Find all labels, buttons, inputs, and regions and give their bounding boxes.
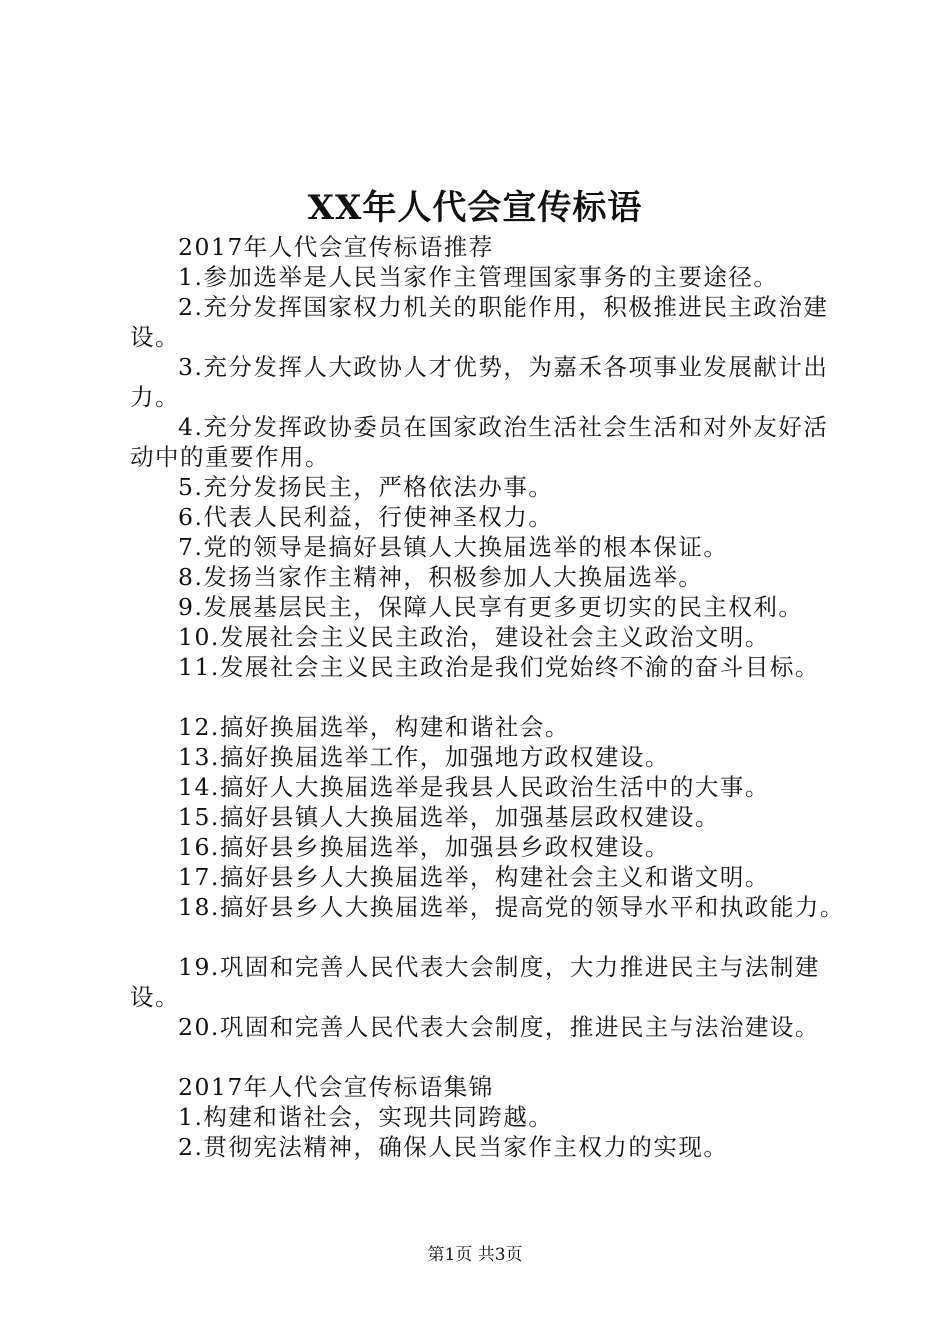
- document-title: XX年人代会宣传标语: [307, 188, 643, 228]
- slogan-item: 14.搞好人大换届选举是我县人民政治生活中的大事。: [178, 773, 770, 801]
- slogan-item: 2.充分发挥国家权力机关的职能作用，积极推进民主政治建设。: [130, 293, 829, 351]
- blank-line: [130, 1042, 850, 1072]
- slogan-item: 15.搞好县镇人大换届选举，加强基层政权建设。: [178, 803, 720, 831]
- slogan-item: 19.巩固和完善人民代表大会制度，大力推进民主与法制建设。: [130, 953, 820, 1011]
- slogan-item: 18.搞好县乡人大换届选举，提高党的领导水平和执政能力。: [178, 893, 845, 921]
- slogan-item: 5.充分发扬民主，严格依法办事。: [178, 473, 554, 501]
- slogan-item: 1.参加选举是人民当家作主管理国家事务的主要途径。: [178, 263, 779, 291]
- document-body: [130, 232, 850, 1162]
- slogan-item: 8.发扬当家作主精神，积极参加人大换届选举。: [178, 563, 704, 591]
- slogan-item: 17.搞好县乡人大换届选举，构建社会主义和谐文明。: [178, 863, 770, 891]
- slogan-item: 1.构建和谐社会，实现共同跨越。: [178, 1103, 554, 1131]
- blank-line: [130, 922, 850, 952]
- slogan-item: 13.搞好换届选举工作，加强地方政权建设。: [178, 743, 670, 771]
- slogan-item: 11.发展社会主义民主政治是我们党始终不渝的奋斗目标。: [178, 653, 820, 681]
- blank-line: [130, 682, 850, 712]
- slogan-item: 7.党的领导是搞好县镇人大换届选举的根本保证。: [178, 533, 729, 561]
- slogan-item: 10.发展社会主义民主政治，建设社会主义政治文明。: [178, 623, 770, 651]
- slogan-item: 4.充分发挥政协委员在国家政治生活社会生活和对外友好活动中的重要作用。: [130, 413, 829, 471]
- slogan-item: 12.搞好换届选举，构建和谐社会。: [178, 713, 570, 741]
- slogan-item: 16.搞好县乡换届选举，加强县乡政权建设。: [178, 833, 670, 861]
- slogan-item: 6.代表人民利益，行使神圣权力。: [178, 503, 554, 531]
- section-heading: 2017年人代会宣传标语推荐: [178, 233, 494, 261]
- slogan-item: 2.贯彻宪法精神，确保人民当家作主权力的实现。: [178, 1133, 729, 1161]
- slogan-item: 9.发展基层民主，保障人民享有更多更切实的民主权利。: [178, 593, 804, 621]
- page-number-footer: 第1页 共3页: [427, 1245, 523, 1265]
- slogan-item: 3.充分发挥人大政协人才优势，为嘉禾各项事业发展献计出力。: [130, 353, 829, 411]
- section-heading: 2017年人代会宣传标语集锦: [178, 1073, 494, 1101]
- slogan-item: 20.巩固和完善人民代表大会制度，推进民主与法治建设。: [178, 1013, 820, 1041]
